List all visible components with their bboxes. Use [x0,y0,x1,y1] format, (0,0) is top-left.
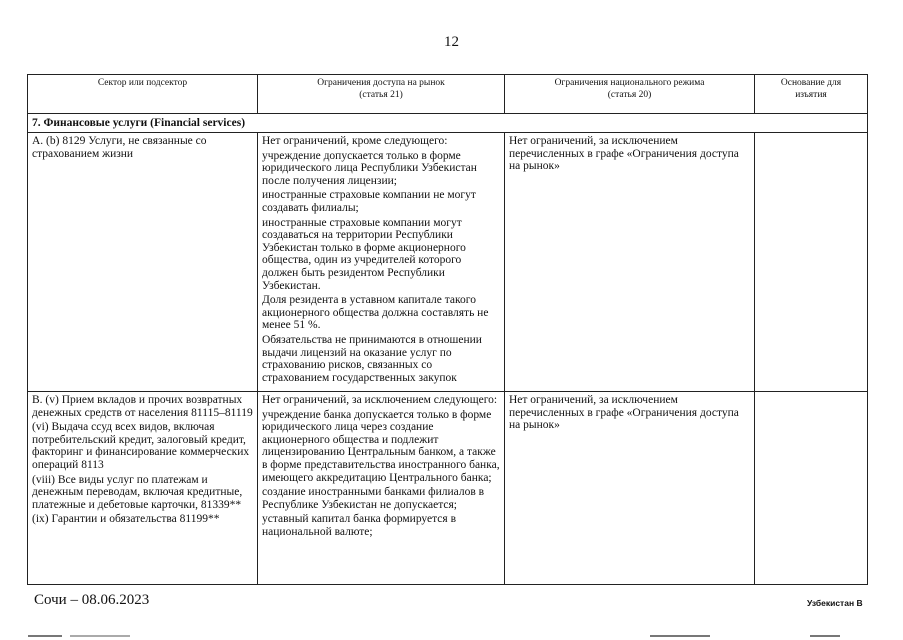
scan-artifact [650,635,710,637]
market-access-cell [258,392,505,585]
scan-artifact [810,635,840,637]
sector-text: (vi) Выдача ссуд всех видов, включая потребительский кредит, залоговый кредит, факторинг и финансирование коммерческих операций 8113 [32,421,250,471]
paragraph: Нет ограничений, кроме следующего: [262,135,448,147]
header-sector: Сектор или подсектор [28,75,258,114]
commitments-table [27,74,868,585]
scan-artifact [28,635,62,637]
basis-cell [755,392,868,585]
header-national-treatment: Ограничения национального режима (статья 20) [505,75,755,114]
header-market-access: Ограничения доступа на рынок (статья 21) [258,75,505,114]
sector-text: (viii) Все виды услуг по платежам и денежным переводам, включая кредитные, платежные и дебетовые карточки, 81339** [32,473,243,511]
footer-location-date: Сочи – 08.06.2023 [34,592,150,608]
paragraph: Нет ограничений, за исключением перечисленных в графе «Ограничения доступа на рынок» [509,135,739,173]
paragraph: уставный капитал банка формируется в национальной валюте; [262,513,457,538]
sector-cell [28,133,258,392]
table-row [28,392,868,585]
paragraph: иностранные страховые компании не могут создавать филиалы; [262,189,476,214]
national-treatment-cell [505,133,755,392]
sector-text: A. (b) 8129 Услуги, не связанные со страхованием жизни [32,135,207,160]
paragraph: создание иностранными банками филиалов в Республике Узбекистан не допускается; [262,486,485,511]
sector-text: (ix) Гарантии и обязательства 81199** [32,513,220,526]
market-access-cell [258,133,505,392]
table-row [28,133,868,392]
national-treatment-cell [505,392,755,585]
paragraph: Нет ограничений, за исключением перечисленных в графе «Ограничения доступа на рынок» [509,394,739,432]
paragraph: Нет ограничений, за исключением следующего: [262,394,498,406]
scan-artifact [70,635,130,637]
page-number: 12 [444,34,459,50]
footer-country-label: Узбекистан B [807,598,863,608]
header-row [28,75,868,114]
paragraph: Обязательства не принимаются в отношении выдачи лицензий на оказание услуг по страхованию рисков, связанных со страхованием государственных закупок [262,333,482,384]
paragraph: иностранные страховые компании могут создаваться на территории Республики Узбекистан только в форме акционерного общества, один из учредителей которого должен быть резидентом Республики Узбекистан. [262,216,466,292]
section-row [28,114,868,133]
paragraph: учреждение допускается только в форме юридического лица Республики Узбекистан после получения лицензии; [262,149,477,187]
sector-cell [28,392,258,585]
paragraph: учреждение банка допускается только в форме юридического лица через создание акционерного общества и подлежит лицензированию Центральным банком, а также в форме представительства иностранного банка, имеющего аккредитацию Центрального банка; [262,408,500,484]
paragraph: Доля резидента в уставном капитале такого акционерного общества должна составлять не менее 51 %. [262,294,489,332]
basis-cell [755,133,868,392]
header-basis: Основание для изъятия [755,75,868,114]
sector-text: B. (v) Прием вкладов и прочих возвратных денежных средств от населения 81115–81119 [32,394,253,419]
section-title: 7. Финансовые услуги (Financial services) [28,114,868,133]
